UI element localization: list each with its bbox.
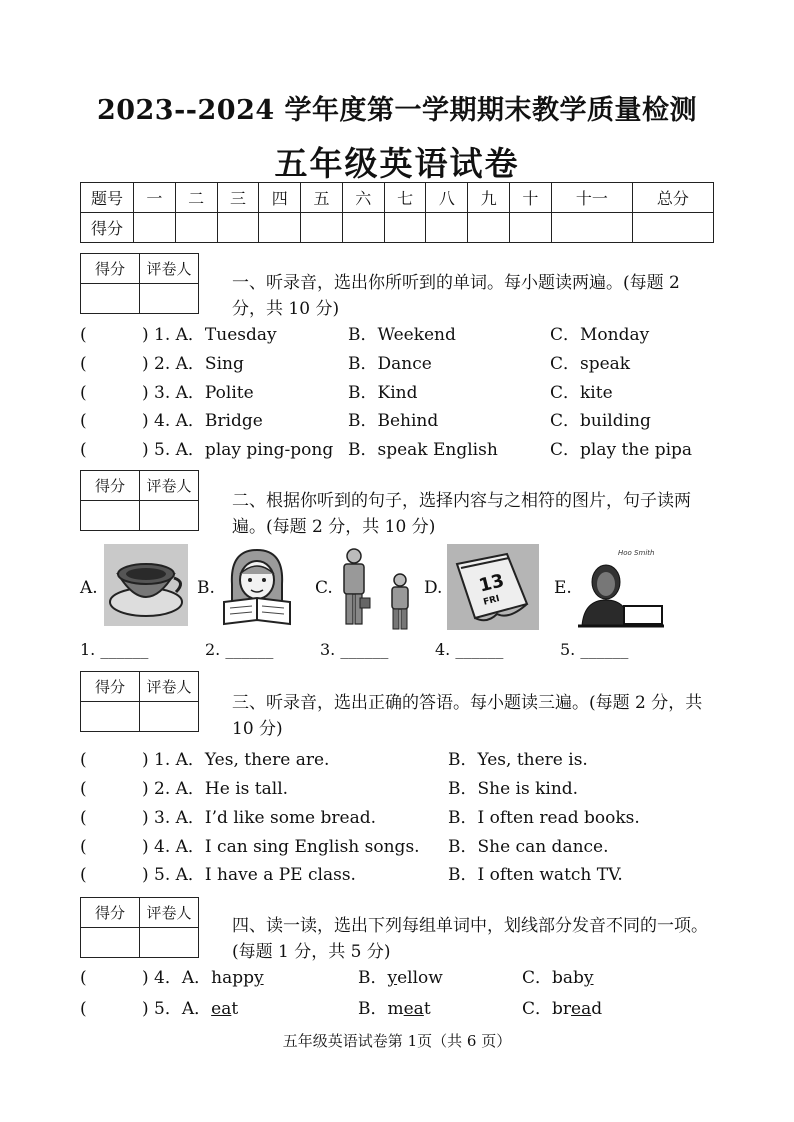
option-a	[142, 996, 238, 1022]
option-b	[358, 996, 431, 1022]
option-a: ) 4. A．I can sing English songs.	[142, 837, 420, 857]
score-entry[interactable]	[551, 213, 632, 243]
underlined-part: y	[583, 968, 594, 988]
option-c-word: d	[591, 999, 603, 1019]
tea-cup-picture	[104, 544, 188, 626]
score-cell: 三	[217, 183, 259, 213]
score-entry[interactable]	[259, 213, 301, 243]
score-entry[interactable]	[510, 213, 552, 243]
option-a: ) 3. A．Polite	[142, 383, 254, 403]
score-cell: 十	[510, 183, 552, 213]
question-row	[80, 862, 740, 888]
option-b	[358, 965, 443, 991]
option-c-label: C．	[522, 999, 553, 1019]
answer-paren[interactable]: (	[80, 865, 87, 885]
option-b: B．speak English	[348, 440, 498, 460]
option-a-label: ) 4．A．	[142, 968, 212, 988]
picture-label-c: C.	[315, 578, 333, 598]
question-row	[80, 776, 740, 802]
grader-box-score-label: 得分	[81, 471, 140, 501]
grader-box-grader-entry[interactable]	[140, 702, 199, 732]
answer-paren[interactable]: (	[80, 440, 87, 460]
option-b: B．She can dance.	[448, 837, 609, 857]
reading-girl-picture	[218, 544, 296, 626]
option-a: ) 2. A．Sing	[142, 354, 244, 374]
answer-blank-1[interactable]: 1. ______	[80, 640, 149, 659]
option-a: ) 1. A．Tuesday	[142, 325, 277, 345]
question-row	[80, 380, 740, 406]
question-row	[80, 805, 740, 831]
picture-label-b: B.	[197, 578, 215, 598]
answer-paren[interactable]: (	[80, 968, 87, 988]
page-footer: 五年级英语试卷第 1页（共 6 页）	[282, 1032, 512, 1050]
option-b: B．Dance	[348, 354, 432, 374]
grader-box-grader-entry[interactable]	[140, 284, 199, 314]
score-cell: 七	[384, 183, 426, 213]
option-c	[522, 965, 594, 991]
answer-paren[interactable]: (	[80, 779, 87, 799]
answer-paren[interactable]: (	[80, 808, 87, 828]
score-cell-total: 总分	[632, 183, 713, 213]
option-a-word: happ	[211, 968, 254, 988]
answer-paren[interactable]: (	[80, 383, 87, 403]
answer-paren[interactable]: (	[80, 325, 87, 345]
section-2-heading: 二、根据你听到的句子，选择内容与之相符的图片，句子读两遍。(每题 2 分，共 10 分)	[232, 491, 691, 537]
answer-blank-4[interactable]: 4. ______	[435, 640, 504, 659]
score-cell: 九	[468, 183, 510, 213]
score-entry[interactable]	[632, 213, 713, 243]
score-entry[interactable]	[384, 213, 426, 243]
option-b: B．She is kind.	[448, 779, 579, 799]
option-b: B．Weekend	[348, 325, 456, 345]
answer-paren[interactable]: (	[80, 750, 87, 770]
question-row	[80, 747, 740, 773]
option-b-word: m	[387, 999, 404, 1019]
option-b: B．Kind	[348, 383, 418, 403]
answer-paren[interactable]: (	[80, 837, 87, 857]
underlined-part: y	[387, 968, 398, 988]
calendar-date-text: 13	[476, 570, 507, 597]
score-cell: 四	[259, 183, 301, 213]
grader-box-grader-label: 评卷人	[140, 898, 199, 928]
grader-box-score-entry[interactable]	[81, 702, 140, 732]
option-a: ) 2. A．He is tall.	[142, 779, 289, 799]
option-c	[522, 996, 602, 1022]
score-entry[interactable]	[134, 213, 176, 243]
score-entry[interactable]	[468, 213, 510, 243]
question-row	[80, 437, 740, 463]
calendar-picture	[447, 544, 539, 630]
exam-title: 2023--2024 学年度第一学期期末教学质量检测	[96, 95, 698, 126]
score-entry[interactable]	[175, 213, 217, 243]
grader-box-score-entry[interactable]	[81, 928, 140, 958]
score-cell: 一	[134, 183, 176, 213]
score-entry[interactable]	[301, 213, 343, 243]
grader-box-grader-label: 评卷人	[140, 471, 199, 501]
score-cell: 十一	[551, 183, 632, 213]
grader-box-score-label: 得分	[81, 898, 140, 928]
option-c-label: C．	[522, 968, 553, 988]
option-a-label: ) 5．A．	[142, 999, 212, 1019]
score-cell: 八	[426, 183, 468, 213]
option-c: C．speak	[550, 354, 631, 374]
score-entry[interactable]	[426, 213, 468, 243]
option-a: ) 5. A．I have a PE class.	[142, 865, 356, 885]
exam-subtitle: 五年级英语试卷	[274, 144, 520, 183]
question-row	[80, 834, 740, 860]
option-a	[142, 965, 264, 991]
answer-blank-2[interactable]: 2. ______	[205, 640, 274, 659]
grader-box	[80, 897, 199, 958]
picture-label-e: E.	[554, 578, 572, 598]
grader-box-score-entry[interactable]	[81, 284, 140, 314]
score-table-score-row	[81, 213, 714, 243]
option-a: ) 4. A．Bridge	[142, 411, 263, 431]
section-3-heading: 三、听录音，选出正确的答语。每小题读三遍。(每题 2 分，共 10 分)	[232, 693, 703, 739]
score-row-label: 得分	[81, 213, 134, 243]
option-b-label: B．	[358, 968, 388, 988]
score-table-header-row	[81, 183, 714, 213]
question-row	[80, 351, 740, 377]
score-entry[interactable]	[342, 213, 384, 243]
underlined-part: y	[254, 968, 264, 988]
option-c-word: br	[552, 999, 572, 1019]
question-row	[80, 322, 740, 348]
teacher-picture	[578, 548, 664, 628]
grader-box-grader-label: 评卷人	[140, 672, 199, 702]
grader-box-score-label: 得分	[81, 672, 140, 702]
grader-box	[80, 671, 199, 732]
option-b-label: B．	[358, 999, 388, 1019]
option-b-word: ellow	[397, 968, 443, 988]
underlined-part: ea	[403, 999, 424, 1019]
picture-label-a: A.	[80, 578, 98, 598]
grader-box-grader-entry[interactable]	[140, 928, 199, 958]
question-row	[80, 996, 740, 1022]
option-c: C．play the pipa	[550, 440, 693, 460]
answer-paren[interactable]: (	[80, 411, 87, 431]
score-cell: 二	[175, 183, 217, 213]
option-a: ) 3. A．I’d like some bread.	[142, 808, 377, 828]
score-entry[interactable]	[217, 213, 259, 243]
answer-paren[interactable]: (	[80, 999, 87, 1019]
underlined-part: ea	[211, 999, 232, 1019]
grader-box-grader-entry[interactable]	[140, 501, 199, 531]
option-a-word: t	[231, 999, 239, 1019]
answer-blank-5[interactable]: 5. ______	[560, 640, 629, 659]
score-cell-label: 题号	[81, 183, 134, 213]
option-b: B．I often read books.	[448, 808, 640, 828]
teacher-signature: Hoo Smith	[618, 549, 655, 557]
option-c: C．Monday	[550, 325, 650, 345]
option-c: C．kite	[550, 383, 613, 403]
answer-paren[interactable]: (	[80, 354, 87, 374]
score-cell: 六	[342, 183, 384, 213]
section-1-heading: 一、听录音，选出你所听到的单词。每小题读两遍。(每题 2 分，共 10 分)	[232, 273, 680, 319]
grader-box	[80, 470, 199, 531]
option-a: ) 5. A．play ping-pong	[142, 440, 334, 460]
grader-box-score-entry[interactable]	[81, 501, 140, 531]
option-b: B．Behind	[348, 411, 439, 431]
option-b: B．I often watch TV.	[448, 865, 623, 885]
option-b: B．Yes, there is.	[448, 750, 588, 770]
section-4-heading: 四、读一读，选出下列每组单词中，划线部分发音不同的一项。(每题 1 分，共 5 分)	[232, 916, 708, 962]
option-c: C．building	[550, 411, 651, 431]
grader-box	[80, 253, 199, 314]
score-table	[80, 182, 714, 243]
option-c-word: bab	[552, 968, 584, 988]
score-cell: 五	[301, 183, 343, 213]
calendar-day-text: FRI	[482, 594, 501, 608]
question-row	[80, 408, 740, 434]
answer-blank-3[interactable]: 3. ______	[320, 640, 389, 659]
option-a: ) 1. A．Yes, there are.	[142, 750, 330, 770]
walking-people-picture	[334, 548, 418, 632]
question-row	[80, 965, 740, 991]
grader-box-score-label: 得分	[81, 254, 140, 284]
grader-box-grader-label: 评卷人	[140, 254, 199, 284]
option-b-word: t	[423, 999, 431, 1019]
picture-label-d: D.	[424, 578, 443, 598]
underlined-part: ea	[571, 999, 592, 1019]
